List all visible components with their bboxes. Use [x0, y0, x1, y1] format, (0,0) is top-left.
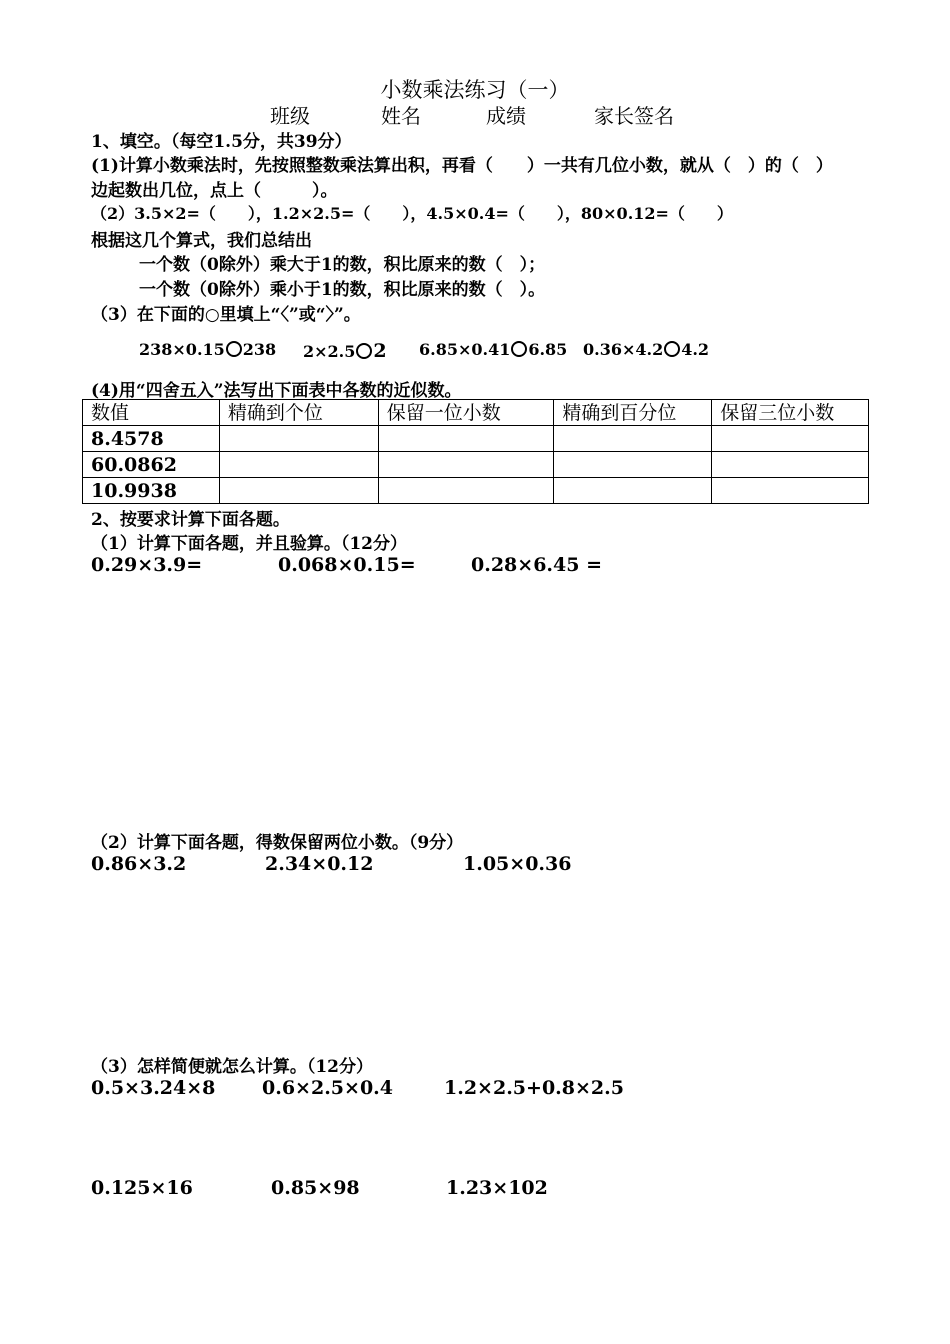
compare-left: 0.36×4.2	[583, 340, 664, 359]
problem-item: 0.6×2.5×0.4	[262, 1077, 394, 1099]
table-row	[83, 478, 869, 504]
problem-item: 0.86×3.2	[91, 853, 187, 875]
answer-cell[interactable]	[378, 478, 554, 504]
answer-cell[interactable]	[554, 452, 712, 478]
answer-circle-icon[interactable]	[226, 341, 242, 357]
table-header: 保留一位小数	[378, 400, 554, 426]
compare-item	[303, 340, 387, 362]
table-row	[83, 426, 869, 452]
problem-item: 0.068×0.15=	[278, 554, 416, 576]
answer-cell[interactable]	[554, 478, 712, 504]
problem-item: 2.34×0.12	[265, 853, 374, 875]
q4-line: (4)用“四舍五入”法写出下面表中各数的近似数。	[91, 381, 462, 401]
compare-right: 2	[373, 340, 387, 362]
compare-left: 2×2.5	[303, 342, 356, 361]
table-value: 8.4578	[83, 426, 220, 452]
q2-rule1: 一个数（0除外）乘大于1的数，积比原来的数（ ）；	[139, 255, 546, 275]
table-header: 精确到百分位	[554, 400, 712, 426]
q1-line1: (1)计算小数乘法时，先按照整数乘法算出积，再看（ ）一共有几位小数，就从（ ）的（ ）	[91, 156, 833, 176]
q1-line2: 边起数出几位，点上（ ）。	[91, 181, 338, 201]
compare-right: 4.2	[681, 340, 710, 359]
score-label: 成绩	[486, 104, 526, 128]
compare-item	[419, 340, 567, 359]
part2-heading: （2）计算下面各题，得数保留两位小数。（9分）	[91, 833, 464, 853]
answer-cell[interactable]	[554, 426, 712, 452]
answer-circle-icon[interactable]	[664, 341, 680, 357]
table-value: 10.9938	[83, 478, 220, 504]
answer-cell[interactable]	[219, 478, 378, 504]
compare-right: 238	[242, 340, 277, 359]
rounding-table	[82, 399, 869, 504]
part1-heading: （1）计算下面各题，并且验算。（12分）	[91, 534, 407, 554]
q2-summary: 根据这几个算式，我们总结出	[91, 231, 312, 251]
problem-item: 0.85×98	[271, 1177, 360, 1199]
answer-cell[interactable]	[378, 426, 554, 452]
answer-circle-icon[interactable]	[511, 341, 527, 357]
section2-heading: 2、按要求计算下面各题。	[91, 510, 290, 530]
class-label: 班级	[270, 104, 310, 128]
q2-line: （2）3.5×2=（ ），1.2×2.5=（ ），4.5×0.4=（ ），80×0.12=（ ）	[91, 204, 733, 223]
problem-item: 1.05×0.36	[463, 853, 572, 875]
table-header-row	[83, 400, 869, 426]
answer-circle-icon[interactable]	[356, 343, 372, 359]
compare-item	[583, 340, 709, 359]
problem-item: 1.2×2.5+0.8×2.5	[444, 1077, 624, 1099]
compare-left: 6.85×0.41	[419, 340, 511, 359]
table-header: 数值	[83, 400, 220, 426]
q3-line: （3）在下面的○里填上“〈”或“〉”。	[91, 305, 361, 325]
compare-left: 238×0.15	[139, 340, 225, 359]
answer-cell[interactable]	[712, 426, 869, 452]
answer-cell[interactable]	[378, 452, 554, 478]
worksheet-title: 小数乘法练习（一）	[380, 78, 570, 102]
compare-right: 6.85	[528, 340, 568, 359]
name-label: 姓名	[381, 104, 421, 128]
answer-cell[interactable]	[712, 478, 869, 504]
table-header: 精确到个位	[219, 400, 378, 426]
part3-heading: （3）怎样简便就怎么计算。（12分）	[91, 1057, 373, 1077]
answer-cell[interactable]	[712, 452, 869, 478]
compare-item	[139, 340, 276, 359]
section1-heading: 1、填空。（每空1.5分，共39分）	[91, 132, 352, 152]
problem-item: 0.28×6.45 =	[471, 554, 603, 576]
q2-rule2: 一个数（0除外）乘小于1的数，积比原来的数（ ）。	[139, 280, 546, 300]
answer-cell[interactable]	[219, 452, 378, 478]
problem-item: 1.23×102	[446, 1177, 548, 1199]
problem-item: 0.29×3.9=	[91, 554, 203, 576]
problem-item: 0.5×3.24×8	[91, 1077, 216, 1099]
table-header: 保留三位小数	[712, 400, 869, 426]
table-value: 60.0862	[83, 452, 220, 478]
answer-cell[interactable]	[219, 426, 378, 452]
table-row	[83, 452, 869, 478]
problem-item: 0.125×16	[91, 1177, 193, 1199]
parent-signature-label: 家长签名	[594, 104, 674, 128]
